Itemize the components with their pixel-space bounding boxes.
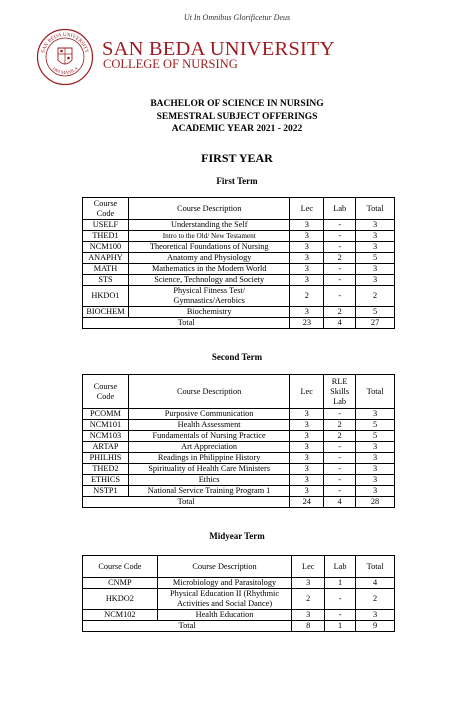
lab-units: - bbox=[324, 286, 356, 307]
table-row bbox=[83, 420, 395, 431]
table-header-row bbox=[83, 556, 395, 578]
course-code: THED2 bbox=[83, 464, 129, 475]
course-description: Biochemistry bbox=[128, 307, 289, 318]
header-cell: Total bbox=[356, 375, 395, 409]
course-description: Fundamentals of Nursing Practice bbox=[128, 431, 289, 442]
lab-units: - bbox=[324, 264, 356, 275]
table-row bbox=[83, 307, 395, 318]
course-description: Anatomy and Physiology bbox=[128, 253, 289, 264]
lab-units: 2 bbox=[324, 307, 356, 318]
table-total-row bbox=[83, 318, 395, 329]
table-row bbox=[83, 453, 395, 464]
table-row bbox=[83, 264, 395, 275]
lab-units: 2 bbox=[324, 420, 356, 431]
lab-units: - bbox=[325, 610, 356, 621]
total-label: Total bbox=[83, 621, 292, 632]
table-total-row bbox=[83, 621, 395, 632]
table-row bbox=[83, 475, 395, 486]
total-units: 3 bbox=[356, 610, 395, 621]
table-row bbox=[83, 253, 395, 264]
lab-units: - bbox=[324, 453, 356, 464]
total-units: 3 bbox=[356, 231, 395, 242]
lab-total: 4 bbox=[324, 497, 356, 508]
header-cell: Lab bbox=[325, 556, 356, 578]
total-units: 4 bbox=[356, 578, 395, 589]
grand-total: 9 bbox=[356, 621, 395, 632]
table-row bbox=[83, 442, 395, 453]
header-cell: Course Description bbox=[128, 198, 289, 220]
total-units: 5 bbox=[356, 431, 395, 442]
total-units: 3 bbox=[356, 486, 395, 497]
course-description: Science, Technology and Society bbox=[128, 275, 289, 286]
course-code: PHILHIS bbox=[83, 453, 129, 464]
table-row bbox=[83, 242, 395, 253]
second-term-title: Second Term bbox=[211, 352, 263, 362]
course-code: ARTAP bbox=[83, 442, 129, 453]
total-units: 3 bbox=[356, 264, 395, 275]
table-row bbox=[83, 464, 395, 475]
course-description: Understanding the Self bbox=[128, 220, 289, 231]
lab-units: - bbox=[324, 231, 356, 242]
header-cell: Lab bbox=[324, 198, 356, 220]
header-cell: Course Description bbox=[157, 556, 292, 578]
total-units: 3 bbox=[356, 464, 395, 475]
course-code: ANAPHY bbox=[83, 253, 129, 264]
grand-total: 28 bbox=[356, 497, 395, 508]
course-description: Physical Fitness Test/ Gymnastics/Aerobics bbox=[128, 286, 289, 307]
table-row bbox=[83, 231, 395, 242]
total-units: 5 bbox=[356, 307, 395, 318]
table-row bbox=[83, 589, 395, 610]
lec-units: 3 bbox=[290, 220, 324, 231]
lab-units: - bbox=[324, 442, 356, 453]
header-cell: Lec bbox=[290, 375, 324, 409]
lec-total: 8 bbox=[292, 621, 325, 632]
table-row bbox=[83, 409, 395, 420]
svg-text:1901 MANILA: 1901 MANILA bbox=[51, 65, 79, 76]
course-code: HKDO1 bbox=[83, 286, 129, 307]
course-description: Ethics bbox=[128, 475, 289, 486]
course-code: THED1 bbox=[83, 231, 129, 242]
lec-units: 3 bbox=[290, 242, 324, 253]
lab-units: - bbox=[324, 220, 356, 231]
lab-units: - bbox=[324, 486, 356, 497]
header-cell: Total bbox=[356, 556, 395, 578]
second-term-table bbox=[82, 374, 395, 508]
course-code: HKDO2 bbox=[83, 589, 158, 610]
total-label: Total bbox=[83, 497, 290, 508]
first-term-table bbox=[82, 197, 395, 329]
course-description: National Service Training Program 1 bbox=[128, 486, 289, 497]
table-header-row bbox=[83, 198, 395, 220]
lec-units: 3 bbox=[292, 610, 325, 621]
lec-units: 3 bbox=[290, 231, 324, 242]
table-row bbox=[83, 220, 395, 231]
header-cell: Total bbox=[356, 198, 395, 220]
lab-total: 4 bbox=[324, 318, 356, 329]
total-units: 5 bbox=[356, 253, 395, 264]
lec-units: 2 bbox=[290, 286, 324, 307]
course-code: STS bbox=[83, 275, 129, 286]
university-seal-icon bbox=[36, 28, 94, 86]
course-description: Health Assessment bbox=[128, 420, 289, 431]
total-units: 3 bbox=[356, 409, 395, 420]
table-row bbox=[83, 578, 395, 589]
course-description: Mathematics in the Modern World bbox=[128, 264, 289, 275]
svg-text:SAN BEDA UNIVERSITY: SAN BEDA UNIVERSITY bbox=[40, 31, 90, 54]
course-description: Art Appreciation bbox=[128, 442, 289, 453]
course-code: PCOMM bbox=[83, 409, 129, 420]
course-description: Theoretical Foundations of Nursing bbox=[128, 242, 289, 253]
total-units: 3 bbox=[356, 442, 395, 453]
lec-units: 3 bbox=[290, 486, 324, 497]
total-units: 3 bbox=[356, 475, 395, 486]
program-title: BACHELOR OF SCIENCE IN NURSING bbox=[150, 99, 324, 109]
lec-units: 3 bbox=[290, 464, 324, 475]
lec-units: 3 bbox=[290, 253, 324, 264]
header-cell: Lec bbox=[292, 556, 325, 578]
course-code: CNMP bbox=[83, 578, 158, 589]
midyear-term-table bbox=[82, 555, 395, 632]
lec-units: 3 bbox=[290, 442, 324, 453]
table-row bbox=[83, 486, 395, 497]
table-row bbox=[83, 275, 395, 286]
header-cell: Course Code bbox=[83, 556, 158, 578]
lec-units: 3 bbox=[292, 578, 325, 589]
total-units: 5 bbox=[356, 420, 395, 431]
motto: Ut In Omnibus Glorificetur Deus bbox=[183, 13, 291, 22]
course-code: BIOCHEM bbox=[83, 307, 129, 318]
course-description: Health Education bbox=[157, 610, 292, 621]
lec-units: 3 bbox=[290, 275, 324, 286]
table-total-row bbox=[83, 497, 395, 508]
lec-units: 3 bbox=[290, 431, 324, 442]
course-code: NSTP1 bbox=[83, 486, 129, 497]
course-code: ETHICS bbox=[83, 475, 129, 486]
lab-units: - bbox=[324, 242, 356, 253]
header-cell: Course Code bbox=[83, 198, 129, 220]
midyear-term-title: Midyear Term bbox=[209, 531, 265, 541]
lab-units: - bbox=[324, 464, 356, 475]
total-units: 2 bbox=[356, 589, 395, 610]
lec-units: 3 bbox=[290, 264, 324, 275]
lec-total: 23 bbox=[290, 318, 324, 329]
course-code: NCM103 bbox=[83, 431, 129, 442]
course-code: NCM100 bbox=[83, 242, 129, 253]
table-row bbox=[83, 610, 395, 621]
college-name: COLLEGE OF NURSING bbox=[103, 57, 238, 71]
university-name: SAN BEDA UNIVERSITY bbox=[102, 38, 335, 60]
header-cell: RLE Skills Lab bbox=[324, 375, 356, 409]
header-cell: Course Code bbox=[83, 375, 129, 409]
lab-units: - bbox=[324, 275, 356, 286]
lec-units: 3 bbox=[290, 409, 324, 420]
lab-units: 2 bbox=[324, 253, 356, 264]
total-units: 3 bbox=[356, 275, 395, 286]
lec-units: 3 bbox=[290, 453, 324, 464]
lec-units: 3 bbox=[290, 307, 324, 318]
lec-units: 3 bbox=[290, 475, 324, 486]
table-header-row bbox=[83, 375, 395, 409]
total-units: 3 bbox=[356, 242, 395, 253]
header-cell: Lec bbox=[290, 198, 324, 220]
course-description: Purposive Communication bbox=[128, 409, 289, 420]
lec-total: 24 bbox=[290, 497, 324, 508]
course-code: USELF bbox=[83, 220, 129, 231]
first-term-title: First Term bbox=[216, 176, 258, 186]
header-cell: Course Description bbox=[128, 375, 289, 409]
year-title: FIRST YEAR bbox=[201, 151, 273, 165]
table-row bbox=[83, 431, 395, 442]
total-label: Total bbox=[83, 318, 290, 329]
grand-total: 27 bbox=[356, 318, 395, 329]
course-description: Intro to the Old/ New Testament bbox=[128, 231, 289, 242]
course-description: Physical Education II (Rhythmic Activities and Social Dance) bbox=[157, 589, 292, 610]
document-heading bbox=[0, 98, 474, 136]
course-code: NCM101 bbox=[83, 420, 129, 431]
lab-units: - bbox=[324, 475, 356, 486]
course-description: Readings in Philippine History bbox=[128, 453, 289, 464]
total-units: 2 bbox=[356, 286, 395, 307]
total-units: 3 bbox=[356, 220, 395, 231]
lab-units: 1 bbox=[325, 578, 356, 589]
course-description: Microbiology and Parasitology bbox=[157, 578, 292, 589]
course-code: MATH bbox=[83, 264, 129, 275]
lab-units: - bbox=[324, 409, 356, 420]
academic-year: ACADEMIC YEAR 2021 - 2022 bbox=[171, 124, 303, 134]
lec-units: 2 bbox=[292, 589, 325, 610]
lec-units: 3 bbox=[290, 420, 324, 431]
lab-total: 1 bbox=[325, 621, 356, 632]
course-description: Spirituality of Health Care Ministers bbox=[128, 464, 289, 475]
table-row bbox=[83, 286, 395, 307]
lab-units: - bbox=[325, 589, 356, 610]
offerings-title: SEMESTRAL SUBJECT OFFERINGS bbox=[156, 111, 318, 122]
course-code: NCM102 bbox=[83, 610, 158, 621]
lab-units: 2 bbox=[324, 431, 356, 442]
total-units: 3 bbox=[356, 453, 395, 464]
